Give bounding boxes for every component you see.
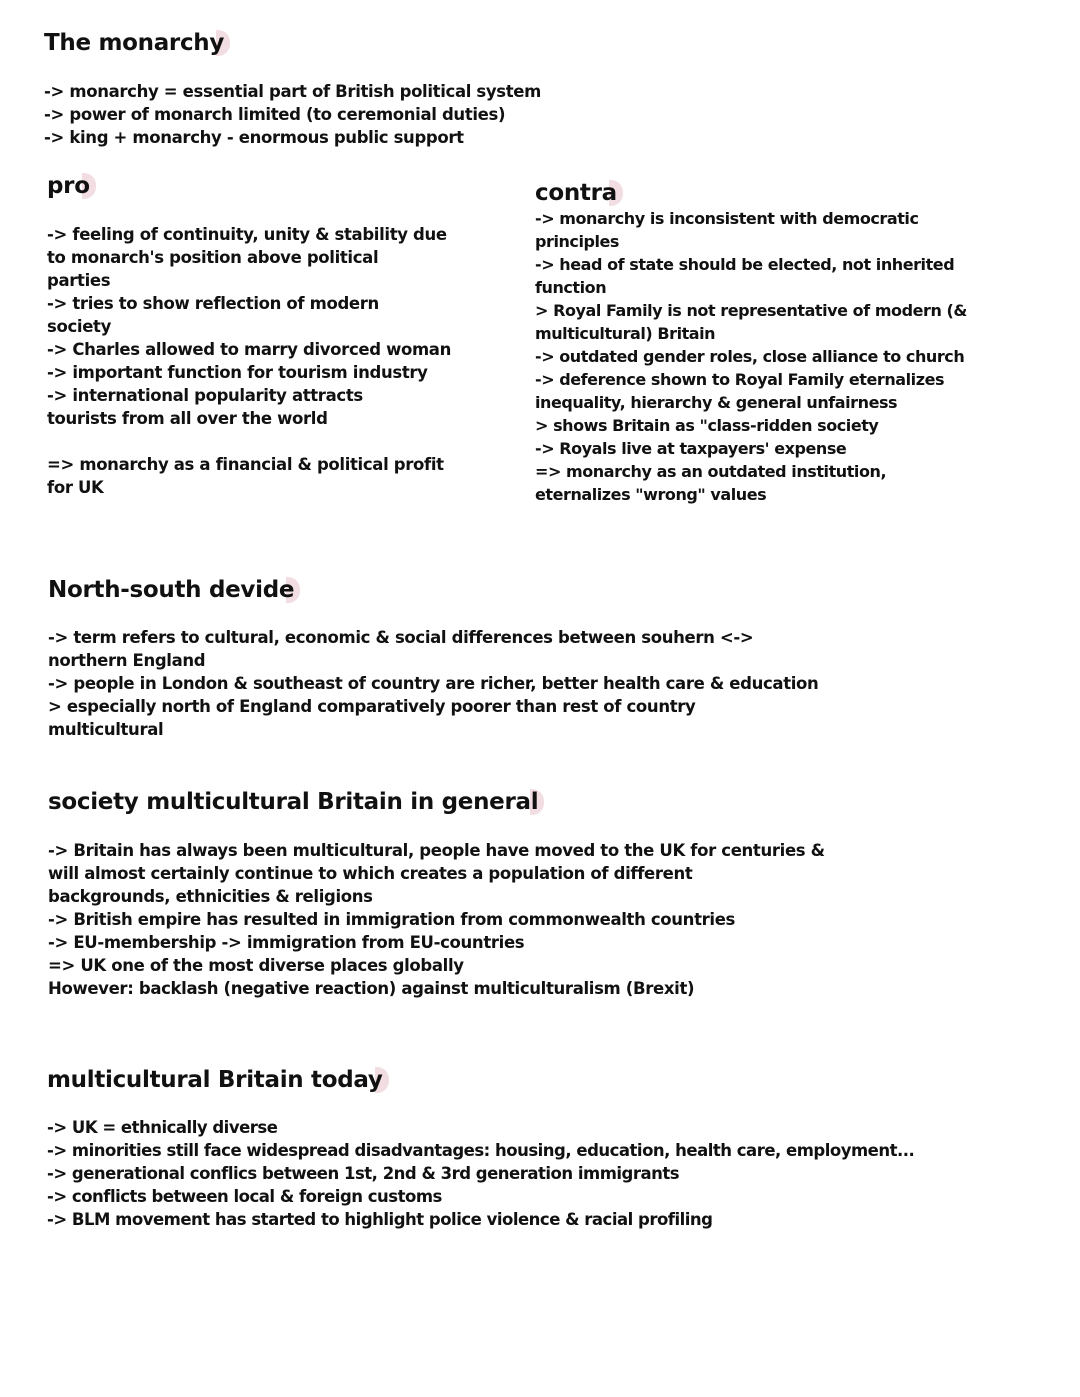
list-item: parties (47, 271, 111, 290)
today-heading (47, 1066, 389, 1094)
list-item: inequality, hierarchy & general unfairness (535, 393, 898, 412)
list-item: -> important function for tourism industry (47, 363, 428, 382)
list-item: eternalizes "wrong" values (535, 485, 767, 504)
list-item: -> generational conflics between 1st, 2nd & 3rd generation immigrants (47, 1164, 680, 1183)
list-item: -> head of state should be elected, not inherited (535, 255, 955, 274)
list-item: -> Charles allowed to marry divorced woman (47, 340, 451, 359)
list-item: to monarch's position above political (47, 248, 379, 267)
list-item: backgrounds, ethnicities & religions (48, 887, 373, 906)
list-item: However: backlash (negative reaction) against multiculturalism (Brexit) (48, 979, 695, 998)
list-item: > especially north of England comparatively poorer than rest of country (48, 697, 696, 716)
list-item: > shows Britain as "class-ridden society (535, 416, 879, 435)
pro-list (47, 223, 451, 499)
north-south-heading-text: North-south devide (48, 577, 300, 603)
monarchy-intro-list (44, 80, 541, 149)
list-item: -> king + monarchy - enormous public support (44, 128, 464, 147)
spacer (47, 430, 451, 453)
list-item: -> EU-membership -> immigration from EU-countries (48, 933, 525, 952)
contra-heading-text: contra (535, 180, 623, 206)
list-item: => monarchy as an outdated institution, (535, 462, 887, 481)
list-item: -> British empire has resulted in immigration from commonwealth countries (48, 910, 736, 929)
list-item: -> UK = ethnically diverse (47, 1118, 278, 1137)
list-item: -> international popularity attracts (47, 386, 363, 405)
list-item: society (47, 317, 111, 336)
list-item: multicultural (48, 720, 164, 739)
list-item: multicultural) Britain (535, 324, 716, 343)
list-item: -> outdated gender roles, close alliance to church (535, 347, 965, 366)
list-item: -> feeling of continuity, unity & stability due (47, 225, 447, 244)
contra-heading (535, 179, 623, 207)
list-item: -> people in London & southeast of country are richer, better health care & education (48, 674, 819, 693)
list-item: -> deference shown to Royal Family eternalizes (535, 370, 945, 389)
pro-conclusion-line: => monarchy as a financial & political profit (47, 455, 444, 474)
list-item: -> BLM movement has started to highlight police violence & racial profiling (47, 1210, 713, 1229)
north-south-heading (48, 576, 300, 604)
monarchy-heading (44, 29, 230, 57)
list-item: > Royal Family is not representative of modern (& (535, 301, 967, 320)
monarchy-heading-text: The monarchy (44, 30, 230, 56)
list-item: -> Royals live at taxpayers' expense (535, 439, 847, 458)
list-item: -> term refers to cultural, economic & social differences between souhern <-> (48, 628, 754, 647)
society-list (48, 839, 825, 1000)
list-item: -> monarchy is inconsistent with democratic (535, 209, 919, 228)
today-list (47, 1116, 914, 1231)
north-south-list (48, 626, 818, 741)
list-item: -> conflicts between local & foreign customs (47, 1187, 442, 1206)
today-heading-text: multicultural Britain today (47, 1067, 389, 1093)
pro-conclusion-line: for UK (47, 478, 104, 497)
list-item: -> Britain has always been multicultural, people have moved to the UK for centuries & (48, 841, 825, 860)
list-item: northern England (48, 651, 206, 670)
list-item: -> tries to show reflection of modern (47, 294, 379, 313)
pro-heading (47, 172, 96, 200)
pro-heading-text: pro (47, 173, 96, 199)
list-item: principles (535, 232, 620, 251)
list-item: will almost certainly continue to which creates a population of different (48, 864, 693, 883)
society-heading (48, 788, 544, 816)
list-item: function (535, 278, 607, 297)
list-item: => UK one of the most diverse places globally (48, 956, 464, 975)
list-item: -> power of monarch limited (to ceremonial duties) (44, 105, 506, 124)
list-item: -> monarchy = essential part of British political system (44, 82, 541, 101)
contra-list (535, 207, 967, 506)
list-item: tourists from all over the world (47, 409, 328, 428)
list-item: -> minorities still face widespread disadvantages: housing, education, health care, employment... (47, 1141, 915, 1160)
society-heading-text: society multicultural Britain in general (48, 789, 544, 815)
